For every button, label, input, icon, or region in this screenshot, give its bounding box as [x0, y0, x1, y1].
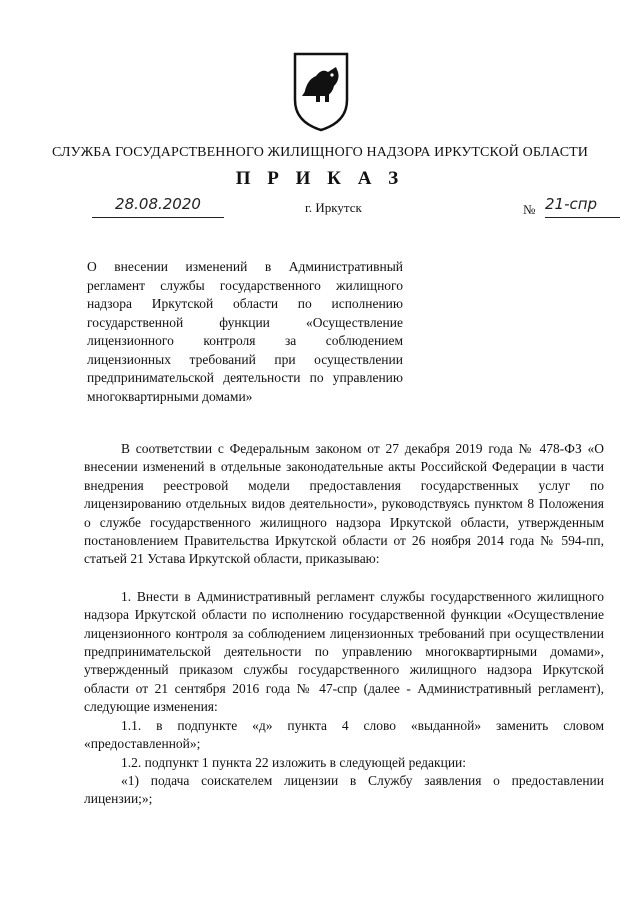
item-1-1: 1.1. в подпункте «д» пункта 4 слово «выданной» заменить словом «предоставленной»; — [84, 717, 604, 752]
organization-name: СЛУЖБА ГОСУДАРСТВЕННОГО ЖИЛИЩНОГО НАДЗОРА ИРКУТСКОЙ ОБЛАСТИ — [51, 145, 589, 160]
document-city: г. Иркутск — [305, 200, 362, 215]
document-date: 28.08.2020 — [92, 195, 224, 218]
item-1-2: 1.2. подпункт 1 пункта 22 изложить в следующей редакции: — [121, 754, 467, 770]
document-number: 21-спр — [545, 195, 620, 218]
quote-1: «1) подача соискателем лицензии в Службу заявления о предоставлении лицензии;»; — [84, 772, 604, 807]
item-1: 1. Внести в Административный регламент службы государственного жилищного надзора Иркутской области по исполнению государственной функции «Осуществление лицензионного контроля за соблюдением лицензионных требований при осуществлении предпринимательской деятельности по управлению многоквартирными домами», утвержденный приказом службы государственного жилищного надзора Иркутской области от 21 сентября 2016 года № 47-спр (далее - Административный регламент), следующие изменения: — [84, 588, 604, 715]
document-type: П Р И К А З — [235, 168, 405, 189]
document-body — [84, 440, 604, 809]
document-title: О внесении изменений в Административный регламент службы государственного жилищного надзора Иркутской области по исполнению государственной функции «Осуществление лицензионного контроля за соблюдением лицензионных требований при осуществлении предпринимательской деятельности по управлению многоквартирными домами» — [87, 259, 403, 404]
coat-of-arms-emblem — [292, 50, 350, 132]
intro-paragraph: В соответствии с Федеральным законом от 27 декабря 2019 года № 478-ФЗ «О внесении изменений в отдельные законодательные акты Российской Федерации в части внедрения реестровой модели предоставления государственных услуг по лицензированию отдельных видов деятельности», руководствуясь пунктом 8 Положения о службе государственного жилищного надзора Иркутской области, утвержденным постановлением Правительства Иркутской области от 26 ноября 2014 года № 594-пп, статьей 21 Устава Иркутской области, приказываю: — [84, 441, 604, 567]
number-sign: № — [523, 202, 536, 217]
